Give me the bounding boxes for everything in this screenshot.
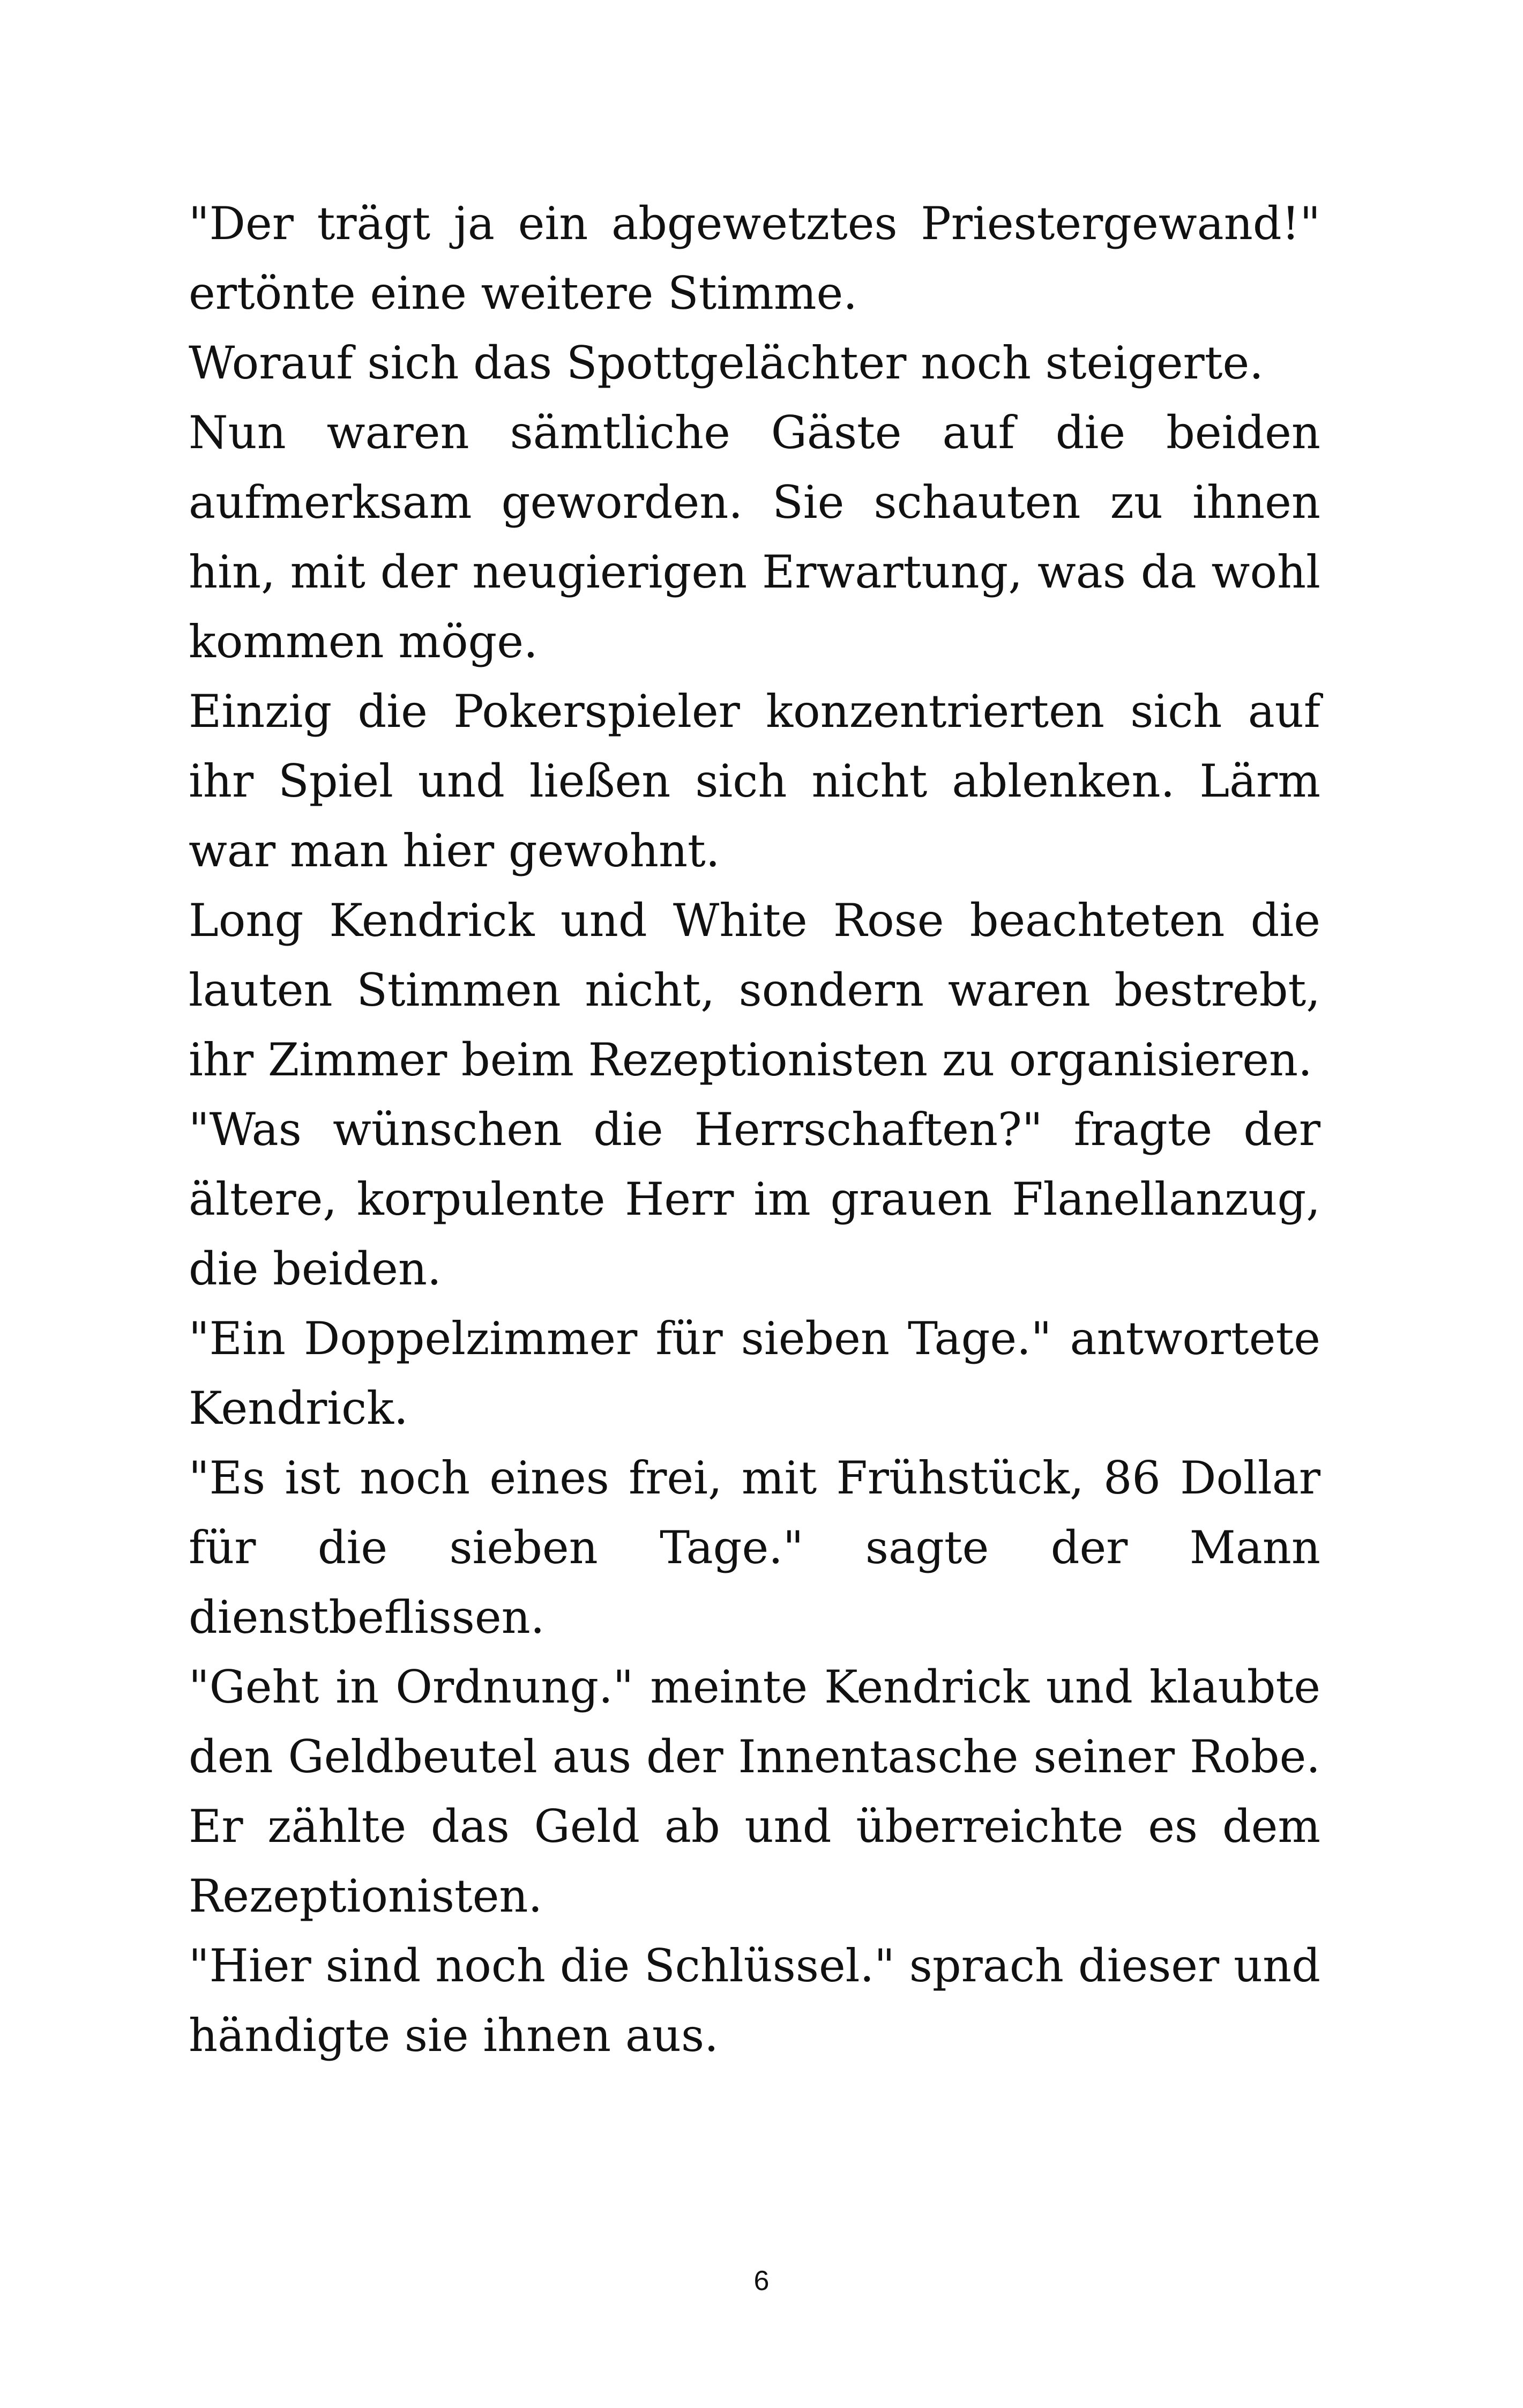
paragraph-9: "Geht in Ordnung." meinte Kendrick und klaubte den Geldbeutel aus der Innentasche seiner Robe. Er zählte das Geld ab und überreichte es dem Rezeptionisten. [189,1661,1320,1922]
paragraph-6: "Was wünschen die Herrschaften?" fragte der ältere, korpulente Herr im grauen Flanellanzug, die beiden. [189,1103,1320,1295]
body-text [189,189,1320,2070]
paragraph-1: "Der trägt ja ein abgewetztes Priestergewand!" ertönte eine weitere Stimme. [189,197,1320,319]
paragraph-2: Worauf sich das Spottgelächter noch steigerte. [189,337,1264,389]
paragraph-3: Nun waren sämtliche Gäste auf die beiden aufmerksam geworden. Sie schauten zu ihnen hin, mit der neugierigen Erwartung, was da wohl kommen möge. [189,406,1320,668]
paragraph-7: "Ein Doppelzimmer für sieben Tage." antwortete Kendrick. [189,1312,1320,1435]
paragraph-4: Einzig die Pokerspieler konzentrierten sich auf ihr Spiel und ließen sich nicht ablenken. Lärm war man hier gewohnt. [189,685,1320,877]
paragraph-8: "Es ist noch eines frei, mit Frühstück, 86 Dollar für die sieben Tage." sagte der Mann dienstbeflissen. [189,1452,1320,1644]
paragraph-10: "Hier sind noch die Schlüssel." sprach dieser und händigte sie ihnen aus. [189,1939,1320,2062]
paragraph-5: Long Kendrick und White Rose beachteten die lauten Stimmen nicht, sondern waren bestrebt, ihr Zimmer beim Rezeptionisten zu organisieren. [189,894,1320,1086]
page-number: 6 [753,2265,770,2296]
